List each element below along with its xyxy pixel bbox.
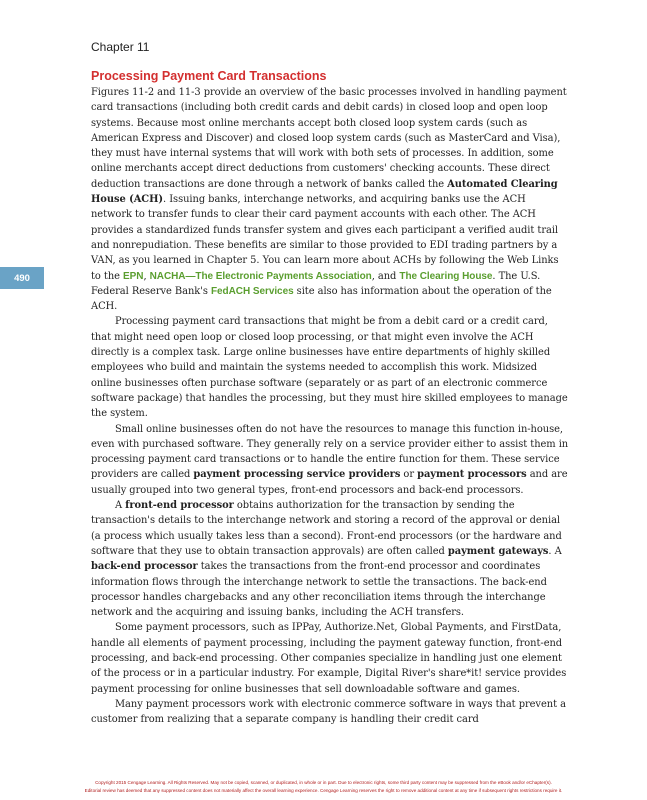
text-run: A <box>115 500 126 512</box>
term-payment-processors: payment processors <box>417 469 527 481</box>
text-run: or <box>400 469 418 481</box>
text-run: . Issuing banks, interchange networks, and acquiring banks use the ACH network to transfer funds to clear their card payment accounts with each other. The ACH provides a standardized funds transfer system and gives each participant a verified audit trail and nonrepudiation. These benefits are similar to those provided to EDI trading partners by a VAN, as you learned in Chapter 5. You can learn more about ACHs by following the Web Links to the <box>91 194 559 282</box>
copyright-footer <box>20 779 627 795</box>
paragraph-1 <box>91 85 569 314</box>
paragraph-5: Some payment processors, such as IPPay, Authorize.Net, Global Payments, and FirstData, handle all elements of payment processing, including the payment gateway function, front-end processing, and back-end processing. Other companies specialize in handling just one element of the process or in a particular industry. For example, Digital River's share*it! service provides payment processing for online businesses that sell downloadable software and games. <box>91 622 567 695</box>
chapter-header: Chapter 11 <box>91 40 150 54</box>
paragraph-6: Many payment processors work with electronic commerce software in ways that prevent a customer from realizing that a separate company is handling their credit card <box>91 698 566 726</box>
term-payment-processing-service-providers: payment processing service providers <box>193 469 401 481</box>
footer-line-1: Copyright 2015 Cengage Learning. All Rights Reserved. May not be copied, scanned, or duplicated, in whole or in part. Due to electronic rights, some third party content may be suppressed from the eBook and/or eChapter(s). <box>95 780 552 785</box>
footer-line-2: Editorial review has deemed that any suppressed content does not materially affect the overall learning experience. Cengage Learning reserves the right to remove additional content at any time if subsequent rights restrictions require it. <box>84 788 563 793</box>
paragraph-4 <box>91 498 569 620</box>
page-number-tab <box>0 267 44 289</box>
term-payment-gateways: payment gateways <box>447 545 549 557</box>
paragraph-3 <box>91 422 569 498</box>
link-epn[interactable]: EPN <box>123 270 144 282</box>
text-run: and are usually grouped into two general types, front-end processors and back-end processors. <box>91 469 568 496</box>
text-run: , and <box>371 270 400 282</box>
section-heading: Processing Payment Card Transactions <box>91 69 327 83</box>
term-back-end-processor: back-end processor <box>91 561 198 573</box>
text-run: Small online businesses often do not have the resources to manage this function in-house, even with purchased software. They generally rely on a service provider either to assist them in processing payment card transactions or to handle the entire function for them. These service providers are called <box>91 423 569 481</box>
page-number: 490 <box>14 272 30 284</box>
text-run: site also has information about the operation of the ACH. <box>91 285 552 313</box>
body-text <box>91 85 569 727</box>
term-ach: Automated Clearing House (ACH) <box>91 178 558 206</box>
text-run: Figures 11-2 and 11-3 provide an overview of the basic processes involved in handling payment card transactions (including both credit cards and debit cards) in closed loop and open loop systems. Because most online merchants accept both closed loop system cards (such as American Express and Discover) and closed loop system cards (such as MasterCard and Visa), they must have internal systems that will work with both sets of processes. In addition, some online merchants accept direct deductions from customers' checking accounts. These direct deduction transactions are done through a network of banks called the <box>91 87 567 190</box>
paragraph-2: Processing payment card transactions that might be from a debit card or a credit card, that might need open loop or closed loop processing, or that might even involve the ACH directly is a complex task. Large online businesses have entire departments of highly skilled employees who build and maintain the systems needed to accomplish this work. Midsized online businesses often purchase software (separately or as part of an electronic commerce software package) that handles the processing, but they must hire skilled employees to manage the system. <box>91 316 568 420</box>
text-run: obtains authorization for the transaction by sending the transaction's details to the interchange network and storing a record of the approval or denial (a process which usually takes less than a second). Front-end processors (or the hardware and software that they use to obtain transaction approvals) are often called <box>91 500 562 557</box>
term-front-end-processor: front-end processor <box>125 500 234 512</box>
text-run: . A <box>548 545 562 557</box>
text-run: . The U.S. Federal Reserve Bank's <box>91 270 541 297</box>
link-fedach[interactable]: FedACH Services <box>210 285 294 297</box>
link-nacha[interactable]: NACHA—The Electronic Payments Association <box>149 270 372 282</box>
link-clearing-house[interactable]: The Clearing House <box>399 270 493 282</box>
text-run: , <box>143 270 150 282</box>
text-run: takes the transactions from the front-end processor and coordinates information flows through the interchange network to settle the transactions. The back-end processor handles chargebacks and any other reconciliation items through the interchange network and the acquiring and issuing banks, including the ACH transfers. <box>91 561 547 619</box>
